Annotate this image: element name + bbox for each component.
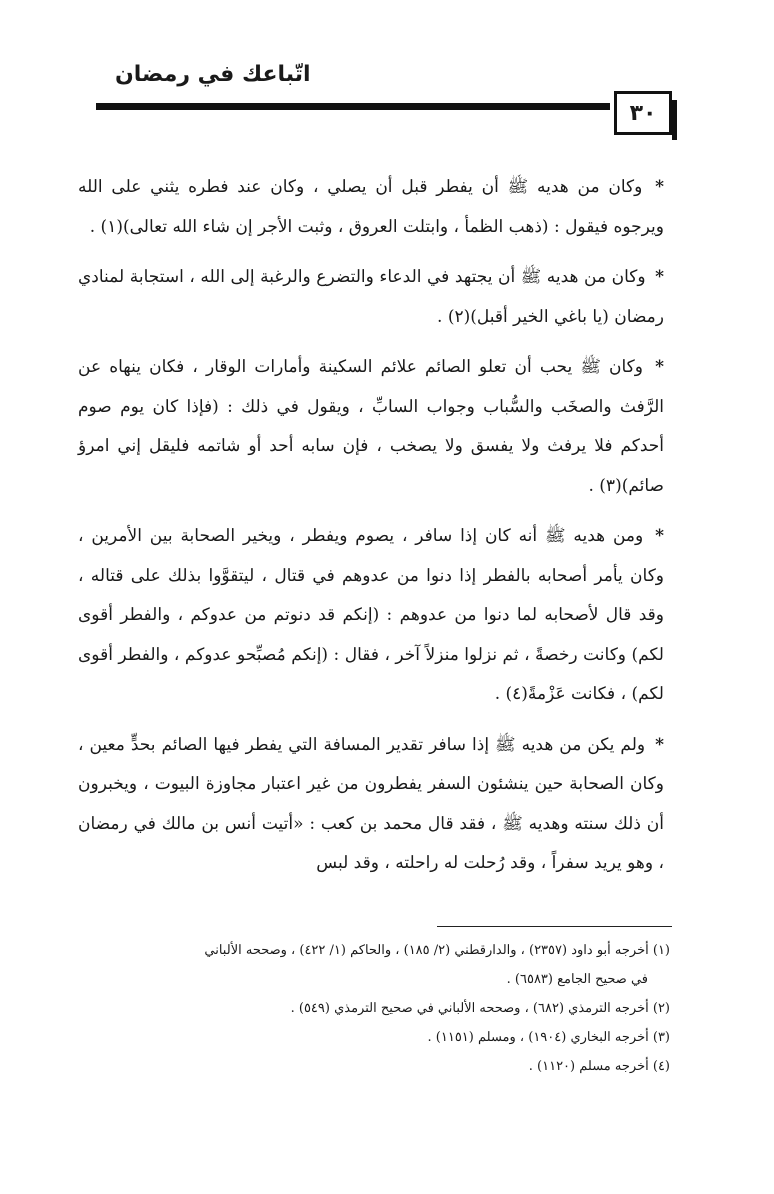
footnote-line: (٢) أخرجه الترمذي (٦٨٢) ، وصححه الألباني في صحيح الترمذي (٥٤٩) . [290,1001,670,1016]
footnote-line: (٤) أخرجه مسلم (١١٢٠) . [528,1059,670,1074]
page-number: ٣٠ [629,100,657,126]
footnote-line: (٣) أخرجه البخاري (١٩٠٤) ، ومسلم (١١٥١) . [427,1030,670,1045]
footnote [76,1052,670,1081]
paragraph-bullet: * [655,734,664,755]
paragraph-text: وكان من هديه ﷺ أن يفطر قبل أن يصلي ، وكان عند فطره يثني على الله ويرجوه فيقول : (ذهب الظمأ ، وابتلت العروق ، وثبت الأجر إن شاء الله تعالى)(١) . [78,177,664,237]
paragraph [78,348,664,506]
footnote-separator [437,926,672,927]
paragraph-bullet: * [655,357,664,377]
paragraph [78,258,664,337]
body-text [78,168,664,895]
paragraph-text: ومن هديه ﷺ أنه كان إذا سافر ، يصوم ويفطر ، ويخير الصحابة بين الأمرين ، وكان يأمر أصحابه بالفطر إذا دنوا من عدوهم في قتال ، ليتقوَّوا بذلك على قتاله ، وقد قال لأصحابه لما دنوا من عدوهم : (إنكم قد دنوتم من عدوكم ، والفطر أقوى لكم) وكانت رخصةً ، ثم نزلوا منزلاً آخر ، فقال : (إنكم مُصبِّحو عدوكم ، والفطر أقوى لكم) ، فكانت عَزْمةً(٤) . [78,526,664,704]
paragraph-bullet: * [655,267,664,287]
paragraph-bullet: * [655,177,664,197]
paragraph [78,168,664,247]
footnote [76,994,670,1023]
footnote [76,1023,670,1052]
footnote-line: (١) أخرجه أبو داود (٢٣٥٧) ، والدارقطني (٢/ ١٨٥) ، والحاكم (١/ ٤٢٢) ، وصححه الألباني [204,943,670,958]
running-title: اتّباعك في رمضان [115,62,311,87]
paragraph-text: وكان ﷺ يحب أن تعلو الصائم علائم السكينة وأمارات الوقار ، فكان ينهاه عن الرَّفث والصخَب والسُّباب وجواب السابِّ ، ويقول في ذلك : (فإذا كان يوم صوم أحدكم فلا يرفث ولا يفسق ولا يصخب ، فإن سابه أحد أو شاتمه فليقل إني امرؤ صائم)(٣) . [78,357,664,496]
footnotes [76,936,670,1081]
footnote-continuation: في صحيح الجامع (٦٥٨٣) . [506,972,648,987]
header-rule [96,103,610,110]
paragraph [78,726,664,884]
page-number-box [614,91,672,135]
paragraph-bullet: * [655,526,664,546]
paragraph-text: وكان من هديه ﷺ أن يجتهد في الدعاء والتضرع والرغبة إلى الله ، استجابة لمنادي رمضان (يا باغي الخير أقبل)(٢) . [78,267,664,327]
paragraph [78,517,664,715]
paragraph-text: ولم يكن من هديه ﷺ إذا سافر تقدير المسافة التي يفطر فيها الصائم بحدٍّ معين ، وكان الصحابة حين ينشئون السفر يفطرون من غير اعتبار مجاوزة البيوت ، ويخبرون أن ذلك سنته وهديه ﷺ ، فقد قال محمد بن كعب : «أتيت أنس بن مالك في رمضان ، وهو يريد سفراً ، وقد رُحلت له راحلته ، وقد لبس [78,734,664,873]
footnote [76,936,670,994]
